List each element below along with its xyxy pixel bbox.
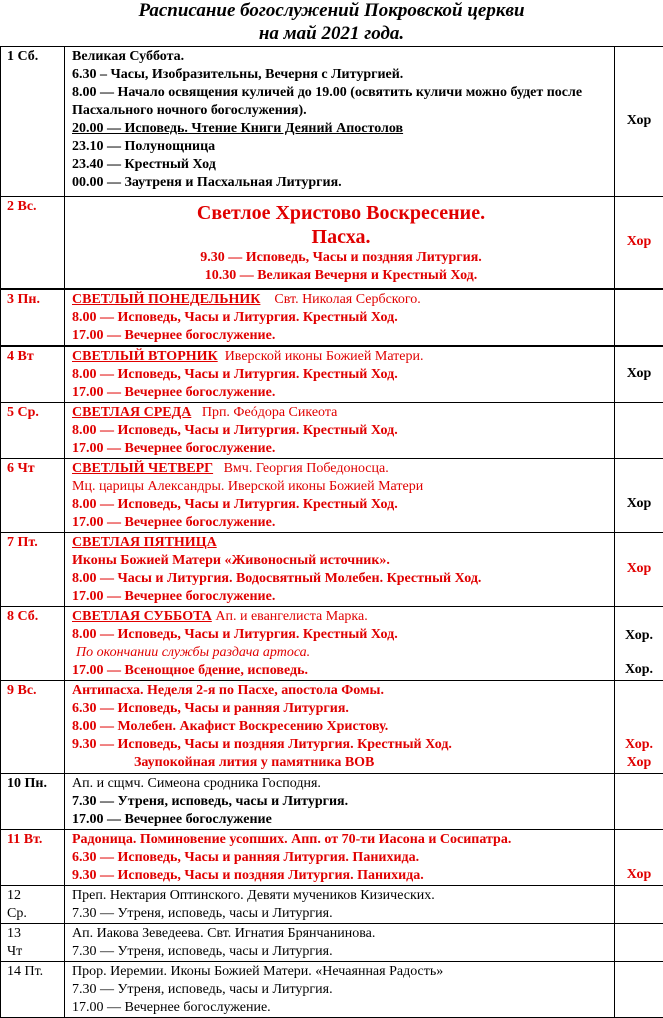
choir-cell: Хор: [615, 829, 663, 885]
service-line: 9.30 — Исповедь, Часы и поздняя Литургия.: [72, 249, 610, 267]
saint-line: Преп. Нектария Оптинского. Девяти мучеников Кизических.: [72, 887, 610, 905]
service-line: 17.00 — Вечернее богослужение: [72, 811, 610, 829]
service-line: 6.30 — Исповедь, Часы и ранняя Литургия. Панихида.: [72, 849, 610, 867]
service-line: Антипасха. Неделя 2-я по Пасхе, апостола Фомы.: [72, 682, 610, 700]
table-row: [1, 773, 663, 829]
feast-name: СВЕТЛАЯ СУББОТА: [72, 609, 212, 624]
service-line: 10.30 — Великая Вечерня и Крестный Ход.: [72, 267, 610, 285]
choir-cell: Хор: [615, 197, 663, 289]
service-line: 17.00 — Вечернее богослужение.: [72, 999, 610, 1017]
day-cell: 6 Чт: [1, 458, 65, 532]
service-line: 8.00 — Исповедь, Часы и Литургия. Крестный Ход.: [72, 626, 610, 644]
day-cell: 14 Пт.: [1, 961, 65, 1017]
service-line: Заупокойная лития у памятника ВОВ: [72, 754, 610, 772]
service-line: 8.00 — Исповедь, Часы и Литургия. Крестный Ход.: [72, 496, 610, 514]
choir-mark: Хор.: [617, 627, 661, 645]
day-cell: 5 Ср.: [1, 402, 65, 458]
day-cell: 7 Пт.: [1, 532, 65, 606]
service-cell: [65, 773, 615, 829]
service-line: 00.00 — Заутреня и Пасхальная Литургия.: [72, 174, 610, 192]
day-cell: 8 Сб.: [1, 606, 65, 680]
table-row: [1, 923, 663, 961]
saint-line: Прор. Иеремии. Иконы Божией Матери. «Нечаянная Радость»: [72, 963, 610, 981]
service-line: 20.00 — Исповедь. Чтение Книги Деяний Апостолов: [72, 120, 610, 138]
saint-name: Ап. и евангелиста Марка.: [215, 609, 367, 624]
day-cell: 10 Пн.: [1, 773, 65, 829]
service-line: 7.30 — Утреня, исповедь, часы и Литургия.: [72, 981, 610, 999]
choir-cell: Хор: [615, 47, 663, 197]
service-line: 17.00 — Всенощное бдение, исповедь.: [72, 662, 610, 680]
service-cell: [65, 829, 615, 885]
service-cell: [65, 885, 615, 923]
day-weekday: Чт: [7, 943, 60, 961]
service-line: 7.30 — Утреня, исповедь, часы и Литургия.: [72, 943, 610, 961]
service-line: 7.30 — Утреня, исповедь, часы и Литургия.: [72, 793, 610, 811]
service-line: 8.00 — Часы и Литургия. Водосвятный Молебен. Крестный Ход.: [72, 570, 610, 588]
day-cell: 11 Вт.: [1, 829, 65, 885]
table-row: [1, 829, 663, 885]
choir-cell: [615, 402, 663, 458]
service-cell: [65, 458, 615, 532]
service-line: 6.30 – Часы, Изобразительны, Вечерня с Литургией.: [72, 66, 610, 84]
table-row: [1, 402, 663, 458]
service-line: 8.00 — Исповедь, Часы и Литургия. Крестный Ход.: [72, 309, 610, 327]
service-line: 8.00 — Исповедь, Часы и Литургия. Крестный Ход.: [72, 366, 610, 384]
service-line: Радоница. Поминовение усопших. Апп. от 70-ти Иасона и Сосипатра.: [72, 831, 610, 849]
choir-cell: [615, 606, 663, 680]
saint-name: Прп. Феóдора Сикеота: [202, 405, 338, 420]
feast-name: СВЕТЛАЯ ПЯТНИЦА: [72, 534, 610, 552]
day-cell: [1, 885, 65, 923]
service-note: По окончании службы раздача артоса.: [72, 644, 610, 662]
service-line: 9.30 — Исповедь, Часы и поздняя Литургия. Панихида.: [72, 867, 610, 885]
service-line: 17.00 — Вечернее богослужение.: [72, 588, 610, 606]
feast-name: СВЕТЛАЯ СРЕДА: [72, 405, 191, 420]
schedule-title: Расписание богослужений Покровской церкви: [0, 0, 663, 22]
saint-line: Мц. царицы Александры. Иверской иконы Божией Матери: [72, 478, 610, 496]
choir-mark: Хор.: [617, 736, 661, 754]
service-cell: [65, 289, 615, 346]
saint-name: Свт. Николая Сербского.: [274, 292, 420, 307]
service-line: Иконы Божией Матери «Живоносный источник».: [72, 552, 610, 570]
day-weekday: Ср.: [7, 905, 60, 923]
table-row: [1, 47, 663, 197]
table-row: [1, 680, 663, 773]
service-cell: [65, 346, 615, 403]
service-line: 8.00 — Исповедь, Часы и Литургия. Крестный Ход.: [72, 422, 610, 440]
choir-cell: Хор: [615, 346, 663, 403]
saint-name: Вмч. Георгия Победоносца.: [224, 461, 389, 476]
table-row: [1, 961, 663, 1017]
service-cell: [65, 532, 615, 606]
service-cell: [65, 606, 615, 680]
table-row: [1, 885, 663, 923]
saint-line: Ап. и сщмч. Симеона сродника Господня.: [72, 775, 610, 793]
saint-line: Ап. Иакова Зеведеева. Свт. Игнатия Брянчанинова.: [72, 925, 610, 943]
feast-name: СВЕТЛЫЙ ПОНЕДЕЛЬНИК: [72, 292, 260, 307]
table-row: [1, 532, 663, 606]
service-line: 17.00 — Вечернее богослужение.: [72, 514, 610, 532]
table-row: [1, 289, 663, 346]
saint-name: Иверской иконы Божией Матери.: [225, 349, 424, 364]
choir-cell: [615, 885, 663, 923]
service-cell: [65, 923, 615, 961]
choir-cell: [615, 680, 663, 773]
choir-cell: [615, 289, 663, 346]
day-cell: 3 Пн.: [1, 289, 65, 346]
table-row: [1, 606, 663, 680]
schedule-subtitle: на май 2021 года.: [0, 23, 663, 45]
feast-subtitle: Пасха.: [72, 225, 610, 249]
service-line: Великая Суббота.: [72, 48, 610, 66]
schedule-table: [0, 46, 663, 1018]
service-line: 7.30 — Утреня, исповедь, часы и Литургия.: [72, 905, 610, 923]
service-cell: [65, 680, 615, 773]
service-line: 17.00 — Вечернее богослужение.: [72, 440, 610, 458]
service-line: 8.00 — Начало освящения куличей до 19.00 (освятить куличи можно будет после Пасхального ночного богослужения).: [72, 84, 610, 120]
service-cell: [65, 402, 615, 458]
table-row: [1, 346, 663, 403]
day-cell: 9 Вс.: [1, 680, 65, 773]
day-cell: [1, 923, 65, 961]
choir-cell: Хор: [615, 532, 663, 606]
choir-mark: Хор: [617, 754, 661, 772]
service-line: 6.30 — Исповедь, Часы и ранняя Литургия.: [72, 700, 610, 718]
feast-title: Светлое Христово Воскресение.: [72, 198, 610, 225]
choir-cell: [615, 773, 663, 829]
service-line: 8.00 — Молебен. Акафист Воскресению Христову.: [72, 718, 610, 736]
service-cell: [65, 961, 615, 1017]
choir-mark: Хор.: [617, 661, 661, 679]
service-line: 17.00 — Вечернее богослужение.: [72, 384, 610, 402]
choir-cell: [615, 923, 663, 961]
day-number: 13: [7, 925, 60, 943]
table-row: [1, 197, 663, 289]
service-cell: [65, 197, 615, 289]
choir-cell: [615, 961, 663, 1017]
service-line: 17.00 — Вечернее богослужение.: [72, 327, 610, 345]
service-line: 9.30 — Исповедь, Часы и поздняя Литургия. Крестный Ход.: [72, 736, 610, 754]
day-cell: 1 Сб.: [1, 47, 65, 197]
choir-cell: Хор: [615, 458, 663, 532]
feast-name: СВЕТЛЫЙ ЧЕТВЕРГ: [72, 461, 213, 476]
feast-name: СВЕТЛЫЙ ВТОРНИК: [72, 349, 218, 364]
service-cell: [65, 47, 615, 197]
service-line: 23.10 — Полунощница: [72, 138, 610, 156]
day-cell: 2 Вс.: [1, 197, 65, 289]
table-row: [1, 458, 663, 532]
day-number: 12: [7, 887, 60, 905]
day-cell: 4 Вт: [1, 346, 65, 403]
service-line: 23.40 — Крестный Ход: [72, 156, 610, 174]
